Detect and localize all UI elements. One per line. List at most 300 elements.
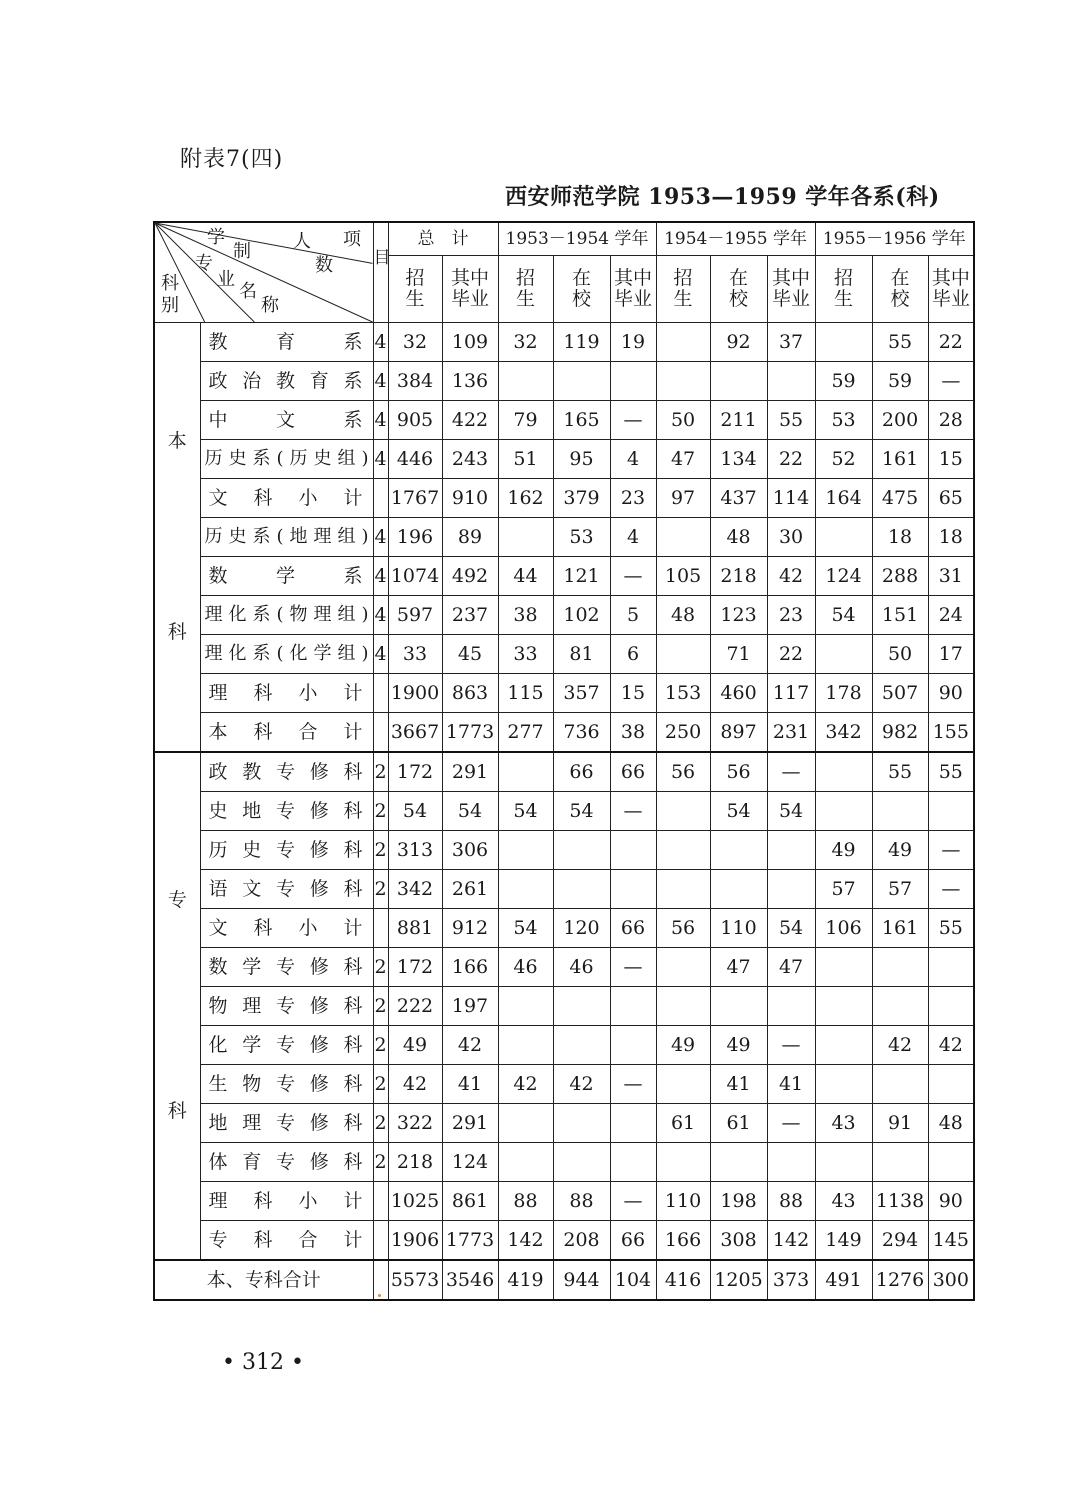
year-1953-header: 1953－1954 学年 xyxy=(498,222,656,256)
cell-y1953-graduated: — xyxy=(610,557,656,596)
cell-total-recruit: 342 xyxy=(388,870,442,909)
row-years: 2 xyxy=(373,948,388,987)
row-years: 2 xyxy=(373,870,388,909)
grand-total-total-graduated: 3546 xyxy=(442,1260,498,1300)
category-char-2: 科 xyxy=(167,1100,187,1122)
grand-total-y1955-enrolled: 1276 xyxy=(872,1260,928,1300)
cell-total-graduated: 261 xyxy=(442,870,498,909)
cell-y1954-enrolled: 47 xyxy=(710,948,767,987)
row-name: 理化系(物理组) xyxy=(200,596,373,635)
cell-y1953-enrolled: 357 xyxy=(553,674,610,713)
cell-y1955-recruit: 53 xyxy=(815,401,872,440)
row-years: 4 xyxy=(373,323,388,362)
row-name: 史地专修科 xyxy=(200,792,373,831)
cell-total-recruit: 222 xyxy=(388,987,442,1026)
cell-y1954-recruit: 166 xyxy=(656,1221,710,1261)
cell-y1955-graduated: 55 xyxy=(928,752,974,792)
cell-y1954-enrolled: 123 xyxy=(710,596,767,635)
cell-y1954-recruit: 97 xyxy=(656,479,710,518)
grand-total-y1955-graduated: 300 xyxy=(928,1260,974,1300)
cell-y1953-recruit: 38 xyxy=(498,596,553,635)
cell-y1954-recruit xyxy=(656,987,710,1026)
cell-y1955-graduated: 65 xyxy=(928,479,974,518)
cell-y1954-graduated: 88 xyxy=(767,1182,815,1221)
diag-label-xue: 学 xyxy=(207,227,225,248)
cell-y1955-graduated: 17 xyxy=(928,635,974,674)
cell-y1955-graduated: 155 xyxy=(928,713,974,753)
row-years: 2 xyxy=(373,1026,388,1065)
cell-y1955-graduated xyxy=(928,1065,974,1104)
cell-y1953-recruit: 44 xyxy=(498,557,553,596)
cell-y1955-graduated: — xyxy=(928,831,974,870)
cell-y1955-graduated: 145 xyxy=(928,1221,974,1261)
cell-y1953-enrolled xyxy=(553,1104,610,1143)
cell-total-recruit: 172 xyxy=(388,948,442,987)
row-years xyxy=(373,909,388,948)
cell-y1955-enrolled xyxy=(872,1065,928,1104)
cell-total-graduated: 54 xyxy=(442,792,498,831)
cell-y1954-graduated: 41 xyxy=(767,1065,815,1104)
cell-y1953-enrolled xyxy=(553,1143,610,1182)
cell-total-recruit: 597 xyxy=(388,596,442,635)
row-years: 2 xyxy=(373,792,388,831)
row-name: 地理专修科 xyxy=(200,1104,373,1143)
cell-total-graduated: 291 xyxy=(442,1104,498,1143)
table-row xyxy=(154,596,974,635)
cell-total-recruit: 446 xyxy=(388,440,442,479)
cell-total-recruit: 313 xyxy=(388,831,442,870)
cell-total-recruit: 905 xyxy=(388,401,442,440)
cell-y1954-enrolled: 41 xyxy=(710,1065,767,1104)
cell-total-recruit: 49 xyxy=(388,1026,442,1065)
row-name: 数学专修科 xyxy=(200,948,373,987)
cell-y1954-graduated: 23 xyxy=(767,596,815,635)
cell-y1954-enrolled: 54 xyxy=(710,792,767,831)
cell-y1955-enrolled xyxy=(872,792,928,831)
subheader-y1954-recruit: 招生 xyxy=(656,256,710,323)
cell-y1955-graduated: 24 xyxy=(928,596,974,635)
cell-y1954-graduated: 114 xyxy=(767,479,815,518)
cell-total-recruit: 196 xyxy=(388,518,442,557)
table-row xyxy=(154,831,974,870)
cell-y1953-enrolled: 165 xyxy=(553,401,610,440)
cell-y1953-graduated: 23 xyxy=(610,479,656,518)
cell-y1954-recruit xyxy=(656,1143,710,1182)
subheader-y1955-enrolled: 在校 xyxy=(872,256,928,323)
row-name: 体育专修科 xyxy=(200,1143,373,1182)
subheader-y1953-enrolled: 在校 xyxy=(553,256,610,323)
category-undergrad xyxy=(154,323,200,753)
diag-label-cheng: 称 xyxy=(261,295,279,316)
cell-y1954-enrolled: 92 xyxy=(710,323,767,362)
row-name: 生物专修科 xyxy=(200,1065,373,1104)
cell-y1954-graduated: — xyxy=(767,1026,815,1065)
cell-total-recruit: 3667 xyxy=(388,713,442,753)
grand-total-y1953-recruit: 419 xyxy=(498,1260,553,1300)
table-row xyxy=(154,479,974,518)
cell-y1954-recruit: 250 xyxy=(656,713,710,753)
cell-y1953-graduated: 38 xyxy=(610,713,656,753)
cell-y1953-graduated: — xyxy=(610,1065,656,1104)
cell-total-graduated: 124 xyxy=(442,1143,498,1182)
cell-y1953-enrolled: 46 xyxy=(553,948,610,987)
cell-y1954-enrolled: 198 xyxy=(710,1182,767,1221)
grand-total-row xyxy=(154,1260,974,1300)
cell-y1955-graduated: 28 xyxy=(928,401,974,440)
cell-y1955-recruit: 43 xyxy=(815,1182,872,1221)
row-years: 4 xyxy=(373,401,388,440)
cell-y1953-enrolled: 121 xyxy=(553,557,610,596)
cell-y1955-graduated: 48 xyxy=(928,1104,974,1143)
table-row xyxy=(154,1104,974,1143)
row-years xyxy=(373,674,388,713)
cell-y1953-graduated: 66 xyxy=(610,752,656,792)
table-row xyxy=(154,948,974,987)
year-1955-header: 1955－1956 学年 xyxy=(815,222,974,256)
cell-y1955-recruit xyxy=(815,948,872,987)
cell-y1955-graduated: 90 xyxy=(928,674,974,713)
cell-y1953-graduated: 6 xyxy=(610,635,656,674)
cell-total-graduated: 306 xyxy=(442,831,498,870)
cell-y1954-enrolled xyxy=(710,870,767,909)
cell-y1955-recruit: 164 xyxy=(815,479,872,518)
row-name: 语文专修科 xyxy=(200,870,373,909)
cell-y1955-graduated: 15 xyxy=(928,440,974,479)
cell-total-recruit: 322 xyxy=(388,1104,442,1143)
cell-total-graduated: 1773 xyxy=(442,713,498,753)
cell-y1954-graduated xyxy=(767,870,815,909)
data-table xyxy=(153,221,975,1301)
row-years: 2 xyxy=(373,987,388,1026)
table-row xyxy=(154,1065,974,1104)
cell-total-recruit: 218 xyxy=(388,1143,442,1182)
cell-y1953-graduated xyxy=(610,987,656,1026)
cell-y1954-recruit xyxy=(656,831,710,870)
cell-y1954-recruit: 47 xyxy=(656,440,710,479)
category-char-1: 本 xyxy=(167,430,187,453)
grand-total-label: 本、专科合计 xyxy=(154,1260,373,1300)
cell-total-graduated: 89 xyxy=(442,518,498,557)
cell-total-recruit: 32 xyxy=(388,323,442,362)
cell-total-graduated: 197 xyxy=(442,987,498,1026)
cell-total-graduated: 863 xyxy=(442,674,498,713)
cell-y1955-enrolled: 18 xyxy=(872,518,928,557)
cell-total-graduated: 45 xyxy=(442,635,498,674)
subheader-total-recruit: 招生 xyxy=(388,256,442,323)
cell-y1954-recruit: 48 xyxy=(656,596,710,635)
row-name: 理化系(化学组) xyxy=(200,635,373,674)
cell-y1953-enrolled: 95 xyxy=(553,440,610,479)
cell-y1954-recruit xyxy=(656,635,710,674)
cell-y1955-recruit: 106 xyxy=(815,909,872,948)
cell-y1953-enrolled: 120 xyxy=(553,909,610,948)
row-years xyxy=(373,1221,388,1261)
cell-y1955-enrolled: 200 xyxy=(872,401,928,440)
cell-y1954-enrolled xyxy=(710,362,767,401)
diag-label-ke: 科 xyxy=(161,273,179,294)
cell-y1953-recruit: 277 xyxy=(498,713,553,753)
cell-y1953-enrolled xyxy=(553,1026,610,1065)
cell-y1954-recruit xyxy=(656,518,710,557)
cell-total-graduated: 291 xyxy=(442,752,498,792)
cell-y1954-enrolled: 71 xyxy=(710,635,767,674)
category-special xyxy=(154,752,200,1260)
cell-y1955-graduated xyxy=(928,1143,974,1182)
row-years: 4 xyxy=(373,362,388,401)
cell-y1954-enrolled: 897 xyxy=(710,713,767,753)
table-row xyxy=(154,440,974,479)
cell-y1954-graduated: 231 xyxy=(767,713,815,753)
cell-y1954-recruit: 153 xyxy=(656,674,710,713)
cell-y1953-recruit: 51 xyxy=(498,440,553,479)
cell-y1955-enrolled: 91 xyxy=(872,1104,928,1143)
cell-y1955-graduated: 90 xyxy=(928,1182,974,1221)
row-name: 政教专修科 xyxy=(200,752,373,792)
cell-y1955-recruit xyxy=(815,792,872,831)
cell-y1954-graduated xyxy=(767,987,815,1026)
cell-y1953-enrolled: 736 xyxy=(553,713,610,753)
grand-total-y1954-graduated: 373 xyxy=(767,1260,815,1300)
cell-y1953-enrolled: 42 xyxy=(553,1065,610,1104)
cell-y1955-enrolled: 507 xyxy=(872,674,928,713)
table-row xyxy=(154,557,974,596)
row-years: 2 xyxy=(373,752,388,792)
cell-y1955-enrolled: 161 xyxy=(872,909,928,948)
cell-y1953-graduated xyxy=(610,362,656,401)
cell-total-recruit: 172 xyxy=(388,752,442,792)
table-row xyxy=(154,518,974,557)
cell-total-graduated: 136 xyxy=(442,362,498,401)
cell-total-graduated: 861 xyxy=(442,1182,498,1221)
cell-y1955-recruit xyxy=(815,1026,872,1065)
table-row xyxy=(154,713,974,753)
cell-y1954-enrolled: 211 xyxy=(710,401,767,440)
row-years: 2 xyxy=(373,831,388,870)
cell-y1955-enrolled: 49 xyxy=(872,831,928,870)
row-name: 化学专修科 xyxy=(200,1026,373,1065)
cell-total-graduated: 1773 xyxy=(442,1221,498,1261)
cell-y1953-recruit: 54 xyxy=(498,909,553,948)
cell-y1953-graduated: — xyxy=(610,1182,656,1221)
diag-label-ming: 名 xyxy=(239,281,257,302)
table-row xyxy=(154,909,974,948)
cell-y1953-recruit xyxy=(498,518,553,557)
cell-y1953-graduated xyxy=(610,1104,656,1143)
cell-y1953-graduated: 66 xyxy=(610,1221,656,1261)
cell-y1953-graduated: 4 xyxy=(610,440,656,479)
cell-y1955-graduated xyxy=(928,792,974,831)
cell-y1954-enrolled xyxy=(710,1143,767,1182)
cell-total-recruit: 42 xyxy=(388,1065,442,1104)
cell-y1954-graduated: 47 xyxy=(767,948,815,987)
cell-y1954-graduated: 55 xyxy=(767,401,815,440)
cell-y1953-recruit: 54 xyxy=(498,792,553,831)
cell-y1955-recruit: 52 xyxy=(815,440,872,479)
row-name: 中 文 系 xyxy=(200,401,373,440)
cell-y1954-recruit: 56 xyxy=(656,752,710,792)
ink-speck xyxy=(378,1294,381,1297)
cell-y1953-recruit: 42 xyxy=(498,1065,553,1104)
cell-y1953-enrolled: 81 xyxy=(553,635,610,674)
row-years: 4 xyxy=(373,440,388,479)
cell-y1954-graduated: — xyxy=(767,752,815,792)
cell-y1953-enrolled: 208 xyxy=(553,1221,610,1261)
cell-y1954-recruit xyxy=(656,948,710,987)
table-row xyxy=(154,635,974,674)
cell-y1955-enrolled: 475 xyxy=(872,479,928,518)
cell-y1955-enrolled: 1138 xyxy=(872,1182,928,1221)
cell-y1955-graduated: 42 xyxy=(928,1026,974,1065)
cell-total-recruit: 1025 xyxy=(388,1182,442,1221)
cell-y1955-recruit: 124 xyxy=(815,557,872,596)
grand-total-y1955-recruit: 491 xyxy=(815,1260,872,1300)
row-years xyxy=(373,713,388,753)
cell-y1955-enrolled: 982 xyxy=(872,713,928,753)
cell-y1954-recruit xyxy=(656,1065,710,1104)
row-name: 物理专修科 xyxy=(200,987,373,1026)
cell-y1953-enrolled xyxy=(553,362,610,401)
cell-y1955-recruit xyxy=(815,635,872,674)
cell-y1955-enrolled xyxy=(872,1143,928,1182)
cell-y1954-graduated: 30 xyxy=(767,518,815,557)
cell-total-recruit: 1900 xyxy=(388,674,442,713)
cell-y1954-recruit: 105 xyxy=(656,557,710,596)
diag-label-zhuan: 专 xyxy=(195,253,213,274)
table-row xyxy=(154,1143,974,1182)
subheader-y1955-recruit: 招生 xyxy=(815,256,872,323)
cell-y1953-graduated: 15 xyxy=(610,674,656,713)
cell-y1954-recruit: 61 xyxy=(656,1104,710,1143)
cell-y1954-recruit xyxy=(656,792,710,831)
cell-y1953-recruit xyxy=(498,987,553,1026)
cell-total-recruit: 384 xyxy=(388,362,442,401)
cell-y1955-enrolled: 161 xyxy=(872,440,928,479)
cell-y1955-recruit: 59 xyxy=(815,362,872,401)
table-row xyxy=(154,870,974,909)
cell-y1953-recruit: 88 xyxy=(498,1182,553,1221)
cell-y1953-graduated: 5 xyxy=(610,596,656,635)
diag-label-xiang: 项 xyxy=(343,229,361,250)
year-1954-header: 1954－1955 学年 xyxy=(656,222,815,256)
row-name: 历史系(历史组) xyxy=(200,440,373,479)
cell-y1953-recruit: 46 xyxy=(498,948,553,987)
diag-label-bie: 别 xyxy=(161,295,179,316)
cell-y1955-graduated: 18 xyxy=(928,518,974,557)
grand-total-y1954-enrolled: 1205 xyxy=(710,1260,767,1300)
row-name: 历史系(地理组) xyxy=(200,518,373,557)
cell-y1954-graduated: 37 xyxy=(767,323,815,362)
category-char-1: 专 xyxy=(167,889,187,912)
cell-y1955-recruit: 57 xyxy=(815,870,872,909)
table-row xyxy=(154,987,974,1026)
diag-label-ren: 人 xyxy=(293,231,311,252)
cell-y1953-graduated xyxy=(610,1143,656,1182)
cell-y1953-recruit: 33 xyxy=(498,635,553,674)
row-years xyxy=(373,1182,388,1221)
cell-y1955-recruit xyxy=(815,752,872,792)
subheader-y1955-graduated: 其中毕业 xyxy=(928,256,974,323)
cell-y1953-enrolled: 53 xyxy=(553,518,610,557)
grand-total-y1954-recruit: 416 xyxy=(656,1260,710,1300)
cell-y1954-recruit: 50 xyxy=(656,401,710,440)
row-name: 教 育 系 xyxy=(200,323,373,362)
row-years: 4 xyxy=(373,557,388,596)
cell-y1954-graduated: 54 xyxy=(767,909,815,948)
cell-y1953-enrolled: 102 xyxy=(553,596,610,635)
subheader-y1953-recruit: 招生 xyxy=(498,256,553,323)
cell-y1955-enrolled: 55 xyxy=(872,752,928,792)
table-row xyxy=(154,674,974,713)
cell-y1954-graduated: 142 xyxy=(767,1221,815,1261)
cell-y1955-enrolled xyxy=(872,987,928,1026)
row-name: 本 科 合 计 xyxy=(200,713,373,753)
row-years: 4 xyxy=(373,635,388,674)
cell-y1955-recruit xyxy=(815,1065,872,1104)
cell-y1954-recruit xyxy=(656,323,710,362)
diagonal-header xyxy=(154,222,373,323)
cell-y1955-graduated xyxy=(928,987,974,1026)
cell-y1953-graduated: — xyxy=(610,401,656,440)
row-name: 历史专修科 xyxy=(200,831,373,870)
cell-y1955-recruit xyxy=(815,323,872,362)
table-row xyxy=(154,401,974,440)
subheader-total-graduated: 其中毕业 xyxy=(442,256,498,323)
cell-y1954-enrolled: 460 xyxy=(710,674,767,713)
cell-y1954-enrolled: 56 xyxy=(710,752,767,792)
cell-y1954-enrolled: 437 xyxy=(710,479,767,518)
cell-y1955-enrolled: 55 xyxy=(872,323,928,362)
cell-total-graduated: 42 xyxy=(442,1026,498,1065)
diag-label-shu: 数 xyxy=(315,255,333,276)
cell-y1953-graduated: 66 xyxy=(610,909,656,948)
cell-y1955-recruit xyxy=(815,987,872,1026)
annex-label: 附表7(四) xyxy=(180,147,284,172)
cell-y1955-recruit xyxy=(815,1143,872,1182)
grand-total-y1953-graduated: 104 xyxy=(610,1260,656,1300)
cell-y1954-recruit xyxy=(656,870,710,909)
cell-total-recruit: 54 xyxy=(388,792,442,831)
cell-y1953-recruit: 142 xyxy=(498,1221,553,1261)
cell-total-recruit: 1767 xyxy=(388,479,442,518)
cell-y1955-recruit: 43 xyxy=(815,1104,872,1143)
cell-y1953-enrolled: 54 xyxy=(553,792,610,831)
cell-y1953-recruit xyxy=(498,1026,553,1065)
cell-y1953-graduated: — xyxy=(610,948,656,987)
diag-label-zhi: 制 xyxy=(233,241,251,262)
cell-total-graduated: 492 xyxy=(442,557,498,596)
cell-total-graduated: 422 xyxy=(442,401,498,440)
table-row xyxy=(154,752,974,792)
row-name: 政治教育系 xyxy=(200,362,373,401)
cell-y1953-enrolled xyxy=(553,870,610,909)
cell-y1953-recruit xyxy=(498,1143,553,1182)
table-row xyxy=(154,362,974,401)
row-years: 4 xyxy=(373,596,388,635)
cell-y1954-recruit: 56 xyxy=(656,909,710,948)
subheader-y1953-graduated: 其中毕业 xyxy=(610,256,656,323)
cell-y1953-graduated: 19 xyxy=(610,323,656,362)
cell-y1953-recruit: 79 xyxy=(498,401,553,440)
cell-y1953-graduated xyxy=(610,1026,656,1065)
cell-y1954-enrolled: 134 xyxy=(710,440,767,479)
cell-y1954-enrolled: 308 xyxy=(710,1221,767,1261)
cell-y1954-graduated: — xyxy=(767,1104,815,1143)
row-years: 4 xyxy=(373,518,388,557)
cell-y1953-recruit: 32 xyxy=(498,323,553,362)
cell-y1953-enrolled: 379 xyxy=(553,479,610,518)
cell-total-graduated: 912 xyxy=(442,909,498,948)
row-years: 2 xyxy=(373,1143,388,1182)
